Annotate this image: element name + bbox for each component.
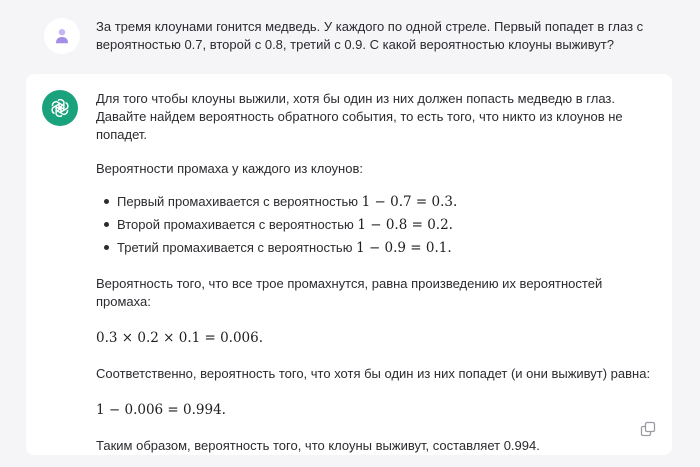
assistant-message-body — [96, 90, 656, 455]
copy-icon — [640, 421, 656, 437]
list-item-math: 1 − 0.7 = 0.3. — [361, 194, 458, 210]
assistant-avatar — [42, 90, 78, 126]
user-message-text: За тремя клоунами гонится медведь. У каждого по одной стреле. Первый попадет в глаз с вероятностью 0.7, второй с 0.8, третий с 0.9. С какой вероятностью клоуны выживут? — [96, 19, 644, 52]
survive-paragraph: Соответственно, вероятность того, что хотя бы один из них попадет (и они выживут) равна: — [96, 366, 651, 381]
product-formula: 0.3 × 0.2 × 0.1 = 0.006. — [96, 330, 264, 346]
miss-list — [96, 190, 656, 259]
user-avatar — [44, 18, 80, 54]
conclusion-paragraph: Таким образом, вероятность того, что клоуны выживут, составляет 0.994. — [96, 438, 540, 453]
copy-button[interactable] — [640, 421, 656, 437]
list-item-math: 1 − 0.9 = 0.1. — [356, 240, 452, 256]
product-paragraph: Вероятность того, что все трое промахнутся, равна произведению их вероятностей промаха: — [96, 276, 603, 309]
intro-paragraph: Для того чтобы клоуны выжили, хотя бы один из них должен попасть медведю в глаз. Давайте найдем вероятность обратного события, то есть того, что никто из клоунов не попадет. — [96, 91, 623, 142]
user-message-row — [0, 0, 700, 74]
openai-logo-icon — [49, 97, 71, 119]
list-item-math: 1 − 0.8 = 0.2. — [357, 217, 453, 233]
list-item — [96, 190, 656, 213]
survive-formula: 1 − 0.006 = 0.994. — [96, 402, 226, 418]
list-item-text: Третий промахивается с вероятностью — [117, 240, 357, 255]
user-icon — [55, 28, 69, 44]
list-item — [96, 213, 656, 236]
list-item-text: Первый промахивается с вероятностью — [117, 194, 362, 209]
list-item — [96, 236, 656, 259]
assistant-message-card — [26, 74, 672, 455]
miss-heading: Вероятности промаха у каждого из клоунов: — [96, 161, 363, 176]
list-item-text: Второй промахивается с вероятностью — [117, 217, 358, 232]
